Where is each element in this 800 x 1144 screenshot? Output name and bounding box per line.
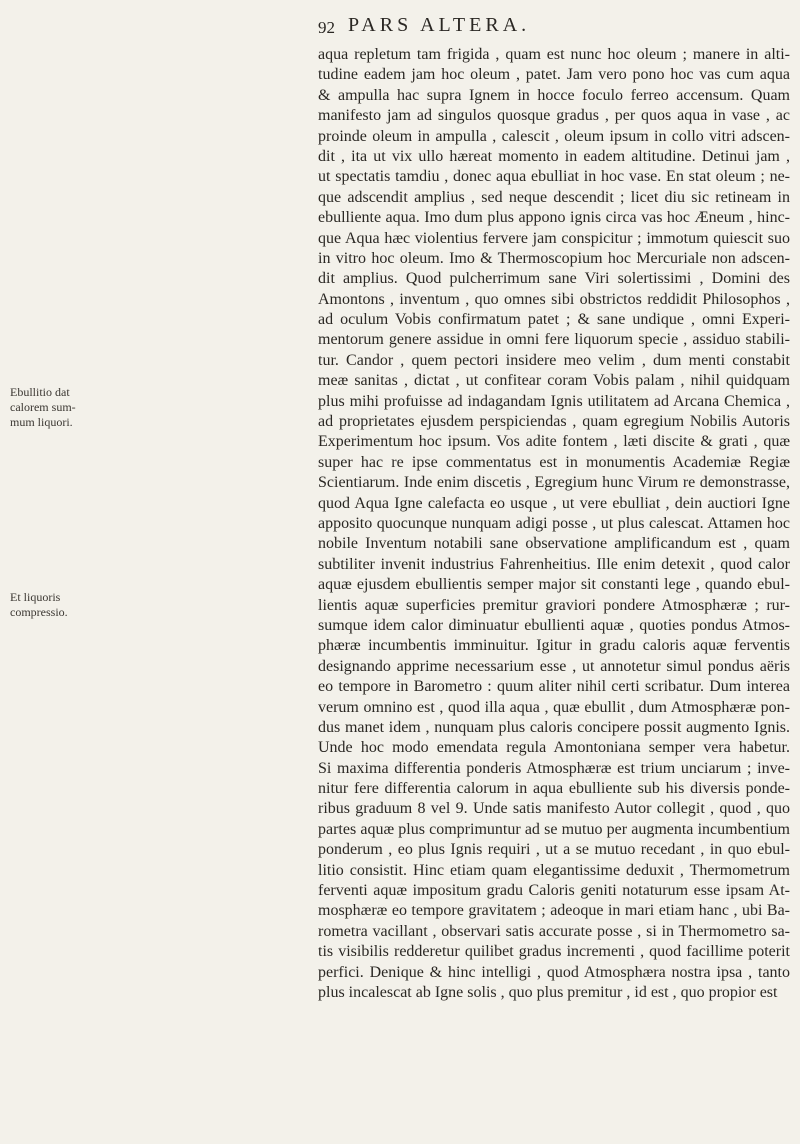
margin-note-line: Ebullitio dat <box>10 385 70 399</box>
text-line: dit amplius. Quod pulcherrimum sane Viri solertissimi , Domini des <box>318 270 790 288</box>
body-text <box>318 45 790 1003</box>
margin-note-line: compressio. <box>10 605 68 619</box>
text-line: nitur fere differentia calorum in aqua ebulliente sub his diversis ponde- <box>318 780 790 798</box>
text-line: nobile Inventum notabili sane observatione amplificandum est , quam <box>318 535 790 553</box>
text-line: aqua repletum tam frigida , quam est nunc hoc oleum ; manere in alti- <box>318 46 790 63</box>
text-line: rometra vacillant , observari satis accurate posse , si in Thermometro sa- <box>318 922 790 940</box>
text-line: Scientiarum. Inde enim discetis , Egregium hunc Virum re demonstrasse, <box>318 474 790 492</box>
text-line: ponderum , eo plus Ignis requiri , ut a se mutuo recedant , in quo ebul- <box>318 841 790 859</box>
text-line: subtiliter invenit industrius Fahrenheitius. Ille enim detexit , quod calor <box>318 555 790 573</box>
text-line: plus mihi profuisse ad indagandam Ignis utilitatem ad Arcana Chemica , <box>318 392 790 410</box>
text-line: ebulliente aqua. Imo dum plus appono ignis circa vas hoc Æneum , hinc- <box>318 209 790 227</box>
text-line: meæ sanitas , dictat , ut confitear coram Vobis palam , nihil quidquam <box>318 372 790 390</box>
text-line: tur. Candor , quem pectori insidere meo velim , dum menti constabit <box>318 351 790 369</box>
margin-note-line: calorem sum- <box>10 400 76 414</box>
text-line: Amontons , inventum , quo omnes sibi obstrictos reddidit Philosophos , <box>318 290 790 308</box>
text-line: dus manet idem , nunquam plus caloris concipere possit augmento Ignis. <box>318 718 790 736</box>
text-line: super hac re ipse commentatus est in monumentis Academiæ Regiæ <box>318 453 790 471</box>
text-line: aquæ ejusdem ebullientis semper major sit constanti lege , quando ebul- <box>318 576 790 594</box>
text-line: tudine eadem jam hoc oleum , patet. Jam vero pono hoc vas cum aqua <box>318 66 790 84</box>
text-line: in vitro hoc oleum. Imo & Thermoscopium hoc Mercuriale non adscen- <box>318 249 790 267</box>
text-line: mentorum genere assidue in omni fere liquorum specie , assiduo stabili- <box>318 331 790 349</box>
text-line: litio consistit. Hinc etiam quam elegantissime deduxit , Thermometrum <box>318 861 790 879</box>
text-line: sumque idem calor diminuatur ebullienti aquæ , quoties pondus Atmos- <box>318 616 790 634</box>
text-line: lientis aquæ superficies premitur graviori pondere Atmosphæræ ; rur- <box>318 596 790 614</box>
text-line: ad proprietates ejusdem perspiciendas , quam egregium Nobilis Autoris <box>318 413 790 431</box>
text-line: tis visibilis redderetur quilibet gradus incrementi , quod facillime poterit <box>318 943 790 961</box>
text-line: designando apprime necessarium esse , ut annotetur simul pondus aëris <box>318 657 790 675</box>
page-number: 92 <box>318 18 335 37</box>
text-line: Unde hoc modo emendata regula Amontoniana semper vera habetur. <box>318 739 790 757</box>
margin-note-ebullition <box>10 385 76 430</box>
margin-note-line: mum liquori. <box>10 415 73 429</box>
text-line: que Aqua hæc violentius fervere jam conspicitur ; immotum quiescit suo <box>318 229 790 247</box>
text-line: ferventi aquæ impositum gradu Caloris geniti notaturum esse ipsam At- <box>318 882 790 900</box>
text-line: dit , ita ut vix ullo hæreat momento in eadem altitudine. Detinui jam , <box>318 147 790 165</box>
text-line: verum omnino est , quod illa aqua , quæ ebullit , dum Atmosphæræ pon- <box>318 698 790 716</box>
margin-note-compression <box>10 590 68 620</box>
text-line: eo tempore in Barometro : quum aliter nihil certi scribatur. Dum interea <box>318 678 790 696</box>
text-line: manifesto jam ad singulos quosque gradus , per quos aqua in vase , ac <box>318 107 790 125</box>
margin-note-line: Et liquoris <box>10 590 61 604</box>
text-line: Si maxima differentia ponderis Atmosphæræ est trium unciarum ; inve- <box>318 759 790 777</box>
text-line: plus incalescat ab Igne solis , quo plus premitur , id est , quo propior est <box>318 983 778 1001</box>
text-line: mosphæræ eo tempore gravitatem ; adeoque in mari etiam hanc , ubi Ba- <box>318 902 790 920</box>
text-line: ad oculum Vobis confirmatum patet ; & sane undique , omni Experi- <box>318 311 790 329</box>
text-line: perfici. Denique & hinc intelligi , quod Atmosphæra nostra ipsa , tanto <box>318 963 790 981</box>
text-line: partes aquæ plus comprimuntur ad se mutuo per augmenta incumbentium <box>318 820 790 838</box>
text-line: phæræ incumbentis imminuitur. Igitur in gradu caloris aquæ ferventis <box>318 637 790 655</box>
text-line: ribus graduum 8 vel 9. Unde satis manifesto Autor collegit , quod , quo <box>318 800 790 818</box>
text-line: & ampulla hac supra Ignem in hocce foculo ferreo accensum. Quam <box>318 86 790 104</box>
text-line: que adscendit amplius , sed neque descendit ; licet diu sic retineam in <box>318 188 790 206</box>
text-line: quod Aqua Igne calefacta eo usque , ut vere ebulliat , dein auctiori Igne <box>318 494 790 512</box>
running-title: PARS ALTERA. <box>348 14 531 36</box>
text-line: ut spectatis tamdiu , donec aqua ebulliat in hoc vase. En stat oleum ; ne- <box>318 168 790 186</box>
text-line: apposito quocunque nunquam adigi posse , ut plus calescat. Attamen hoc <box>318 514 790 532</box>
text-line: proinde oleum in ampulla , calescit , oleum ipsum in collo vitri adscen- <box>318 127 790 145</box>
text-line: Experimentum hoc ipsum. Vos adite fontem , læti discite & grati , quæ <box>318 433 790 451</box>
